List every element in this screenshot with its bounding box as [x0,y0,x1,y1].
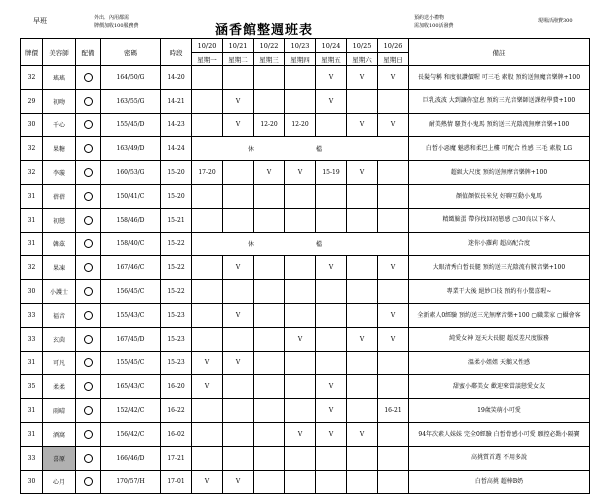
day-cell: V [316,375,347,399]
day-cell: V [223,113,254,137]
day-cell: V [378,303,409,327]
day-cell [285,280,316,304]
day-cell: 17-20 [192,161,223,185]
col-header-date: 10/24 [316,39,347,53]
day-cell: V [316,66,347,90]
table-row [21,161,590,185]
col-header-price: 牌價 [21,39,43,66]
table-row [21,446,590,470]
day-cell: V [192,470,223,494]
day-cell [378,446,409,470]
badge-cell [76,137,101,161]
remark-cell: 耐美熱情 騷貨小鬼馬 預約送三光陰流無摩音樂+100 [409,113,590,137]
beautician-name: 瑤瑤 [43,66,76,90]
day-cell: V [378,113,409,137]
time-cell: 14-24 [161,137,192,161]
badge-cell [76,422,101,446]
time-cell: 15-20 [161,184,192,208]
day-cell: 12-20 [285,113,316,137]
day-cell [347,399,378,423]
day-cell [316,351,347,375]
table-row [21,137,590,161]
day-cell: V [223,351,254,375]
price-cell: 31 [21,399,43,423]
remark-cell: 94年次素人妹妹 完全0經驗 白皙骨感小可愛 願控必點小隔寶 [409,422,590,446]
code-cell: 158/46/D [101,208,161,232]
day-cell [192,422,223,446]
time-cell: 15-23 [161,351,192,375]
day-cell [285,66,316,90]
beautician-name: 雨晴 [43,399,76,423]
day-cell [347,351,378,375]
day-cell: V [347,422,378,446]
header-note-line2: 牌價加收100服務費 [94,23,139,29]
day-cell [285,184,316,208]
day-cell [378,208,409,232]
day-cell [285,351,316,375]
code-cell: 155/43/C [101,303,161,327]
day-cell: 16-21 [378,399,409,423]
header-right-line2: 需加收100活潑費 [414,23,454,29]
day-cell [254,66,285,90]
day-cell [254,256,285,280]
col-header-weekday: 星期三 [254,53,285,66]
price-cell: 31 [21,232,43,256]
circle-icon [84,430,93,439]
table-row [21,208,590,232]
day-cell [192,89,223,113]
day-cell [285,446,316,470]
remark-cell: 甜蜜小鄰美女 歡迎來當談戀愛女友 [409,375,590,399]
col-header-weekday: 星期五 [316,53,347,66]
code-cell: 165/43/C [101,375,161,399]
day-cell [378,184,409,208]
price-cell: 33 [21,446,43,470]
page-title: 涵香館整週班表 [215,23,314,38]
day-cell [316,280,347,304]
badge-cell [76,184,101,208]
circle-icon [84,168,93,177]
col-header-weekday: 星期二 [223,53,254,66]
remark-cell: 長髮勻稱 和度很讚價喔 可三毛 素股 預約送無魔音樂牌+100 [409,66,590,90]
day-cell [254,184,285,208]
day-cell: V [378,66,409,90]
circle-icon [84,97,93,106]
circle-icon [84,477,93,486]
day-cell: V [223,89,254,113]
day-cell [285,89,316,113]
circle-icon [84,287,93,296]
col-header-code: 密碼 [101,39,161,66]
day-cell [347,208,378,232]
page-header [0,0,600,38]
price-cell: 33 [21,303,43,327]
col-header-badge: 配備 [76,39,101,66]
day-cell [254,375,285,399]
table-row [21,303,590,327]
day-cell [254,470,285,494]
beautician-name: 果凍 [43,256,76,280]
remark-cell: 精緻臉蛋 帶你找回初戀感 ▢30良以下客人 [409,208,590,232]
time-cell: 15-22 [161,232,192,256]
time-cell: 15-23 [161,303,192,327]
circle-icon [84,382,93,391]
remark-cell: 全新素人0經驗 預約送三光無摩音樂+100 ▢職業家 ▢攝會客 [409,303,590,327]
day-cell [347,256,378,280]
col-header-date: 10/21 [223,39,254,53]
circle-icon [84,263,93,272]
badge-cell [76,161,101,185]
time-cell: 17-21 [161,446,192,470]
table-row [21,470,590,494]
day-cell [254,351,285,375]
time-cell: 14-20 [161,66,192,90]
day-cell [254,89,285,113]
beautician-name: 李璇 [43,161,76,185]
day-cell [378,422,409,446]
price-cell: 30 [21,280,43,304]
time-cell: 15-20 [161,161,192,185]
table-row [21,375,590,399]
price-cell: 32 [21,137,43,161]
day-cell [223,208,254,232]
col-header-weekday: 星期一 [192,53,223,66]
day-cell [192,399,223,423]
beautician-name: 果糖 [43,137,76,161]
price-cell: 32 [21,161,43,185]
day-cell: V [316,399,347,423]
day-cell [254,327,285,351]
day-cell [316,470,347,494]
badge-cell [76,327,101,351]
col-header-date: 10/23 [285,39,316,53]
day-cell [378,375,409,399]
col-header-date: 10/20 [192,39,223,53]
day-cell: V [347,161,378,185]
table-row [21,422,590,446]
badge-cell [76,303,101,327]
time-cell: 16-02 [161,422,192,446]
remark-cell: 19歲笑萌小可愛 [409,399,590,423]
day-cell: V [316,422,347,446]
beautician-name: 韓茲 [43,232,76,256]
day-off-cell: 休 檔 [192,232,409,256]
day-cell: V [192,375,223,399]
circle-icon [84,120,93,129]
circle-icon [84,454,93,463]
time-cell: 14-23 [161,113,192,137]
time-cell: 17-01 [161,470,192,494]
circle-icon [84,335,93,344]
day-cell: V [254,161,285,185]
day-cell [347,280,378,304]
beautician-name: 千心 [43,113,76,137]
schedule-table [20,38,590,494]
circle-icon [84,192,93,201]
code-cell: 170/57/H [101,470,161,494]
day-cell [254,280,285,304]
table-row [21,184,590,208]
table-row [21,113,590,137]
circle-icon [84,311,93,320]
price-cell: 33 [21,327,43,351]
day-cell [254,303,285,327]
badge-cell [76,208,101,232]
day-cell: V [316,89,347,113]
remark-cell: 專業干大後 絕妙口技 預約有小驚喜喔~ [409,280,590,304]
day-cell [347,303,378,327]
remark-cell: 白皙高挑 超棒B奶 [409,470,590,494]
price-cell: 31 [21,184,43,208]
day-cell: V [378,256,409,280]
beautician-name: 酒窩 [43,422,76,446]
col-header-date: 10/22 [254,39,285,53]
shift-label: 早班 [33,17,47,25]
day-cell: V [347,113,378,137]
code-cell: 167/45/D [101,327,161,351]
remark-cell: 迷你小蘿莉 超高配合度 [409,232,590,256]
badge-cell [76,232,101,256]
code-cell: 156/42/C [101,422,161,446]
day-cell [192,303,223,327]
time-cell: 15-22 [161,280,192,304]
price-cell: 32 [21,256,43,280]
code-cell: 150/41/C [101,184,161,208]
day-cell [285,303,316,327]
day-cell [223,161,254,185]
day-cell [192,446,223,470]
remark-cell: 溫柔小姐姐 天鵝又性感 [409,351,590,375]
col-header-weekday: 星期四 [285,53,316,66]
day-cell [347,89,378,113]
remark-cell: 顏值顏似長米兒 好聊互動小鬼馬 [409,184,590,208]
beautician-name: 初戀 [43,208,76,232]
price-cell: 29 [21,89,43,113]
price-cell: 31 [21,422,43,446]
col-header-date: 10/25 [347,39,378,53]
remark-cell: 高挑質首選 不用多說 [409,446,590,470]
day-cell [285,256,316,280]
table-row [21,89,590,113]
header-right-line3: 現場活潑費300 [538,18,573,24]
beautician-name: 柔柔 [43,375,76,399]
day-cell [347,375,378,399]
day-cell [285,375,316,399]
col-header-date: 10/26 [378,39,409,53]
badge-cell [76,351,101,375]
table-row [21,351,590,375]
day-cell: V [285,422,316,446]
beautician-name: 小護士 [43,280,76,304]
code-cell: 155/45/C [101,351,161,375]
price-cell: 31 [21,208,43,232]
circle-icon [84,358,93,367]
day-cell [223,375,254,399]
badge-cell [76,280,101,304]
beautician-name: 可凡 [43,351,76,375]
time-cell: 15-22 [161,256,192,280]
circle-icon [84,216,93,225]
day-cell [192,66,223,90]
day-cell [254,422,285,446]
time-cell: 14-21 [161,89,192,113]
day-cell [347,184,378,208]
badge-cell [76,256,101,280]
time-cell: 16-20 [161,375,192,399]
price-cell: 35 [21,375,43,399]
circle-icon [84,73,93,82]
day-cell [378,161,409,185]
day-cell [378,280,409,304]
col-header-weekday: 星期六 [347,53,378,66]
badge-cell [76,470,101,494]
day-cell [223,327,254,351]
day-cell: V [347,66,378,90]
day-cell [223,422,254,446]
schedule-body [21,66,590,494]
code-cell: 163/55/G [101,89,161,113]
day-cell: V [223,303,254,327]
day-cell [223,280,254,304]
remark-cell: 大眼清秀白皙長腿 預約送三光陰流有膜音樂+100 [409,256,590,280]
col-header-remark: 備註 [409,39,590,66]
day-cell [223,66,254,90]
day-cell [316,446,347,470]
day-cell [316,303,347,327]
day-cell [285,470,316,494]
table-row [21,66,590,90]
code-cell: 164/50/G [101,66,161,90]
table-row [21,232,590,256]
day-cell [285,399,316,423]
day-cell: V [192,351,223,375]
table-row [21,280,590,304]
table-row [21,256,590,280]
remark-cell: 白皙小惡魔 魅惑和柔巴上樓 可配合 性感 三毛 素股 LG [409,137,590,161]
col-header-weekday: 星期日 [378,53,409,66]
beautician-name: 初吻 [43,89,76,113]
day-cell [254,446,285,470]
code-cell: 163/49/D [101,137,161,161]
remark-cell: 純愛女神 逗天大長腿 超反差尺度服務 [409,327,590,351]
day-cell [192,208,223,232]
beautician-name: 心月 [43,470,76,494]
circle-icon [84,144,93,153]
day-cell [316,327,347,351]
day-cell: V [347,327,378,351]
header-row-dates [21,39,590,53]
day-cell [192,327,223,351]
badge-cell [76,399,101,423]
day-off-cell: 休 檔 [192,137,409,161]
badge-cell [76,113,101,137]
time-cell: 15-23 [161,327,192,351]
code-cell: 166/46/D [101,446,161,470]
code-cell: 167/46/C [101,256,161,280]
badge-cell [76,375,101,399]
day-cell: V [223,470,254,494]
code-cell: 152/42/C [101,399,161,423]
day-cell: V [285,161,316,185]
day-cell [378,89,409,113]
day-cell [378,470,409,494]
day-cell [316,184,347,208]
day-cell [316,208,347,232]
price-cell: 31 [21,351,43,375]
day-cell [192,113,223,137]
beautician-name: 福音 [43,303,76,327]
code-cell: 158/40/C [101,232,161,256]
beautician-name: 喜原 [43,446,76,470]
beautician-name: 玄茵 [43,327,76,351]
header-note-line1: 外出．內用都需 [94,15,130,21]
time-cell: 16-22 [161,399,192,423]
time-cell: 15-21 [161,208,192,232]
col-header-time: 時段 [161,39,192,66]
badge-cell [76,66,101,90]
day-cell [192,184,223,208]
header-right-line1: 預約送小禮物 [414,15,445,21]
day-cell [378,351,409,375]
price-cell: 30 [21,113,43,137]
day-cell [223,184,254,208]
price-cell: 30 [21,470,43,494]
table-row [21,327,590,351]
day-cell [223,399,254,423]
day-cell: V [378,327,409,351]
circle-icon [84,239,93,248]
day-cell [316,113,347,137]
day-cell: V [223,256,254,280]
circle-icon [84,406,93,415]
table-row [21,399,590,423]
badge-cell [76,89,101,113]
day-cell [223,446,254,470]
day-cell [192,280,223,304]
day-cell: V [316,256,347,280]
remark-cell: 巨乳波波 大到讓你窒息 預約三光音樂師送課程學費+100 [409,89,590,113]
day-cell: 12-20 [254,113,285,137]
code-cell: 155/45/D [101,113,161,137]
badge-cell [76,446,101,470]
remark-cell: 超級大尺度 預約送無摩音樂牌+100 [409,161,590,185]
day-cell [254,399,285,423]
day-cell [285,208,316,232]
day-cell [347,470,378,494]
beautician-name: 蓓蓓 [43,184,76,208]
day-cell: V [285,327,316,351]
day-cell [347,446,378,470]
price-cell: 32 [21,66,43,90]
code-cell: 160/53/G [101,161,161,185]
col-header-beautician: 美容師 [43,39,76,66]
code-cell: 156/45/C [101,280,161,304]
day-cell [192,256,223,280]
day-cell: 15-19 [316,161,347,185]
day-cell [254,208,285,232]
